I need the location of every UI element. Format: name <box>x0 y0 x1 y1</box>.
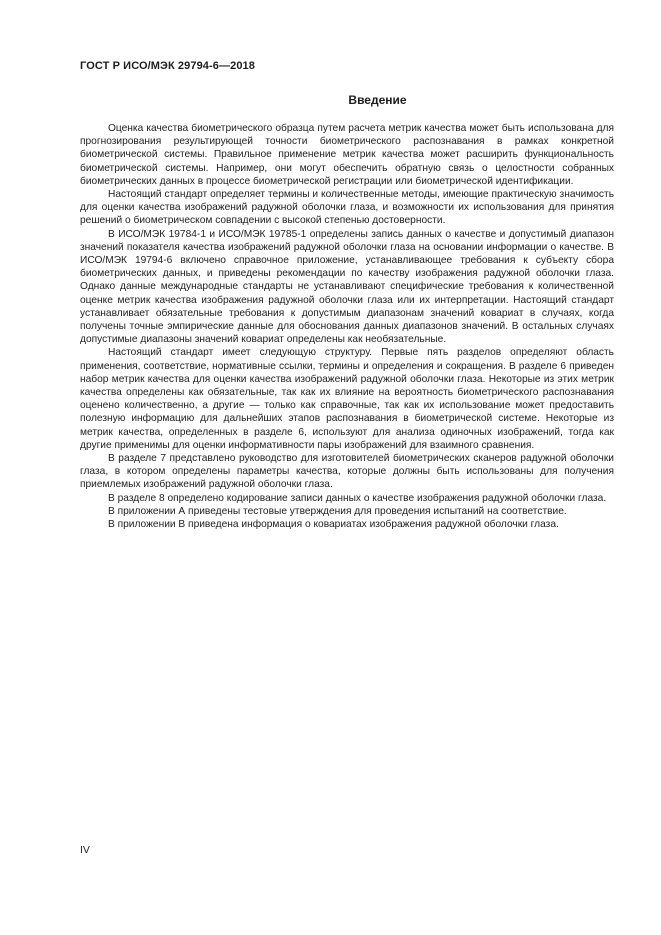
introduction-body <box>80 122 614 531</box>
page-number: IV <box>80 844 90 856</box>
paragraph-6: В разделе 8 определено кодирование записи данных о качестве изображения радужной оболочки глаза. <box>108 492 607 504</box>
paragraph-2: Настоящий стандарт определяет термины и количественные методы, имеющие практическую значимость для оценки качества изображений радужной оболочки глаза, и возможности их использования для принятия решений о биометрическом совпадении с высокой степенью достоверности. <box>80 189 614 227</box>
paragraph-3: В ИСО/МЭК 19784-1 и ИСО/МЭК 19785-1 определены запись данных о качестве и допустимый диапазон значений показателя качества изображений радужной оболочки глаза на основании информации о качестве. В ИСО/МЭК 19794-6 включено справочное приложение, устанавливающее требования к субъекту сбора биометрических данных, и приведены рекомендации по качеству изображения радужной оболочки глаза. Однако данные международные стандарты не устанавливают специфические требования к количественной оценке метрик качества изображения радужной оболочки глаза или их интерпретации. Настоящий стандарт устанавливает обязательные требования к допустимым диапазонам значений ковариат в случаях, когда получены точные эмпирические данные для обоснования данных диапазонов значений. В остальных случаях допустимые диапазоны значений ковариат определены как необязательные. <box>80 228 614 346</box>
paragraph-5: В разделе 7 представлено руководство для изготовителей биометрических сканеров радужной оболочки глаза, в котором определены параметры качества, которые должны быть использованы для получения приемлемых изображений радужной оболочки глаза. <box>80 453 614 491</box>
paragraph-4: Настоящий стандарт имеет следующую структуру. Первые пять разделов определяют область применения, соответствие, нормативные ссылки, термины и определения и сокращения. В разделе 6 приведен набор метрик качества для оценки качества изображений радужной оболочки глаза. Некоторые из этих метрик качества определены как обязательные, так как их влияние на вероятность биометрического распознавания оценено количественно, а другие — только как справочные, так как их использование может предоставить полезную информацию для дальнейших этапов распознавания в биометрической системе. Некоторые из метрик качества, определенных в разделе 6, используют для анализа одиночных изображений, тогда как другие применимы для оценки информативности пары изображений для взаимного сравнения. <box>80 347 614 451</box>
paragraph-1: Оценка качества биометрического образца путем расчета метрик качества может быть использована для прогнозирования результирующей точности биометрического распознавания в рамках конкретной биометрической системы. Правильное применение метрик качества может расширить функциональность биометрической системы. Например, они могут обеспечить обратную связь о целостности собранных биометрических данных в процессе биометрической регистрации или биометрической идентификации. <box>80 123 614 187</box>
standard-code-header: ГОСТ Р ИСО/МЭК 29794-6—2018 <box>80 60 255 72</box>
section-title: Введение <box>348 93 407 107</box>
paragraph-8: В приложении В приведена информация о ковариатах изображения радужной оболочки глаза. <box>108 519 559 531</box>
paragraph-7: В приложении А приведены тестовые утверждения для проведения испытаний на соответствие. <box>108 505 567 517</box>
